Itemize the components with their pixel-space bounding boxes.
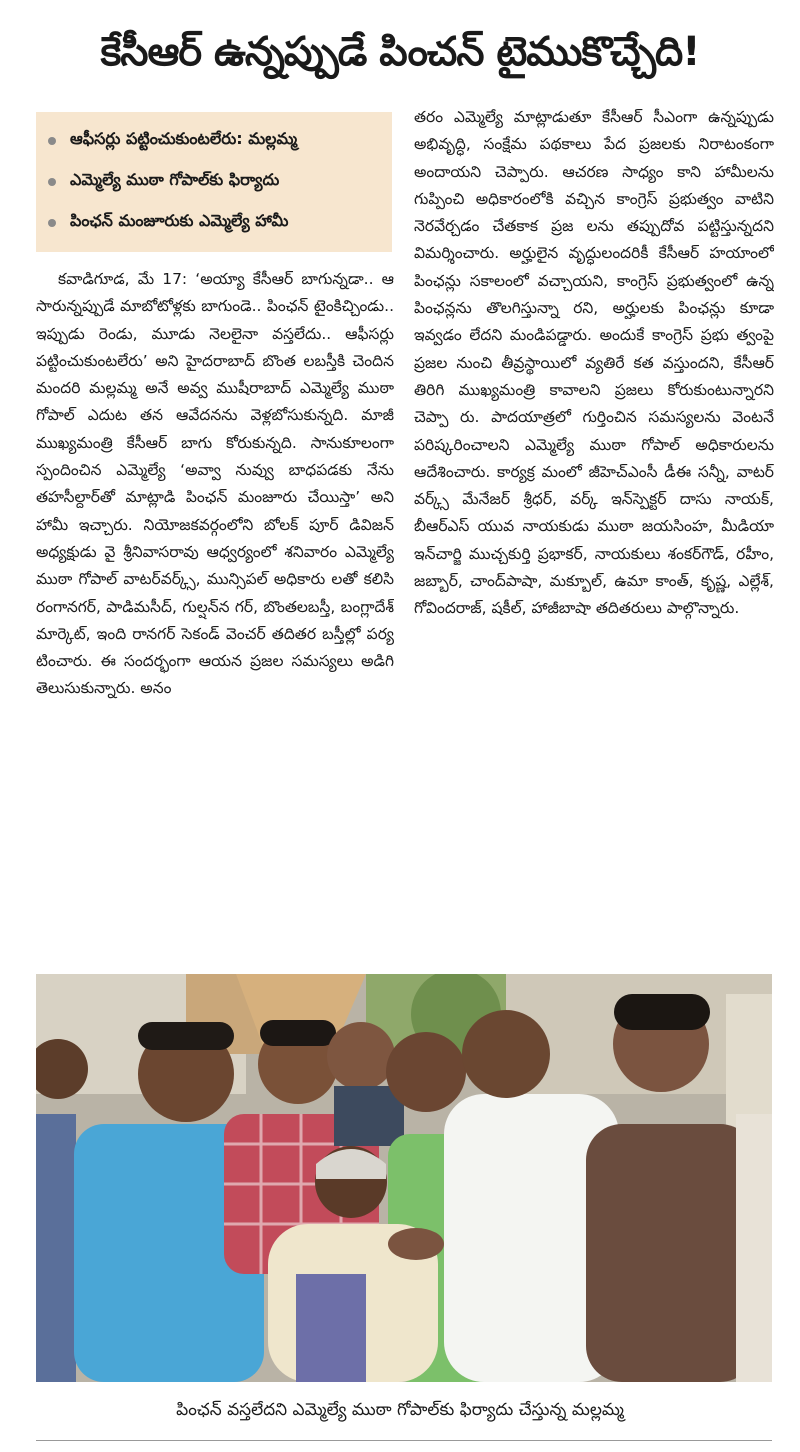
highlight-item (48, 161, 382, 202)
photo-caption: పింఛన్ వస్తలేదని ఎమ్మెల్యే ముఠా గోపాల్‌కు ఫిర్యాదు చేస్తున్న మల్లమ్మ (176, 1400, 624, 1420)
highlights-box (36, 112, 392, 252)
highlight-text: ఎమ్మెల్యే ముఠా గోపాల్‌కు ఫిర్యాదు (70, 170, 280, 189)
headline: కేసీఆర్ ఉన్నప్పుడే పించన్ టైముకొచ్చేది! (100, 29, 700, 75)
highlight-item (48, 202, 382, 243)
highlight-text: ఆఫీసర్లు పట్టించుకుంటలేరు: మల్లమ్మ (70, 129, 298, 148)
article-column-left (36, 266, 394, 956)
article-paragraph: తరం ఎమ్మెల్యే మాట్లాడుతూ కేసీఆర్ సీఎంగా ఉన్నప్పుడు అభివృద్ధి, సంక్షేమ పథకాలు పేద ప్రజలకు నిరాటంకంగా అందాయని చెప్పారు. ఆచరణ సాధ్యం కాని హామీలను గుప్పించి అధికారంలోకి వచ్చిన కాంగ్రెస్ ప్రభుత్వం వాటిని నెరవేర్చడం చేతకాక ప్రజ లను తప్పుదోవ పట్టిస్తున్నదని విమర్శించారు. అర్హులైన వృద్ధులందరికీ కేసీఆర్ హయాంలో పింఛన్లు సకాలంలో వచ్చాయని, కాంగ్రెస్ ప్రభుత్వంలో ఉన్న పింఛన్లను తొలగిస్తున్నా రని, అర్హులకు పింఛన్లు కూడా ఇవ్వడం లేదని మండిపడ్డారు. అందుకే కాంగ్రెస్ ప్రభు త్వంపై ప్రజల నుంచి తీవ్రస్థాయిలో వ్యతిరే కత వస్తుందని, కేసీఆర్ తిరిగి ముఖ్యమంత్రి కావాలని ప్రజలు కోరుకుంటున్నారని చెప్పా రు. పాదయాత్రలో గుర్తించిన సమస్యలను వెంటనే పరిష్కరించాలని ఎమ్మెల్యే ముఠా గోపాల్ అధికారులను ఆదేశించారు. కార్యక్ర మంలో జీహెచ్‌ఎంసీ డీఈ సన్నీ, వాటర్ వర్క్స్ మేనేజర్ శ్రీధర్, వర్క్ ఇన్‌స్పెక్టర్ దాసు నాయక్, బీఆర్‌ఎస్ యువ నాయకుడు ముఠా జయసింహ, మీడియా ఇన్‌చార్జి ముచ్చకుర్తి ప్రభాకర్, నాయకులు శంకర్‌గౌడ్, రహీం, జబ్బార్, చాంద్‌పాషా, మక్బూల్, ఉమా కాంత్, కృష్ణ, ఎల్లేశ్, గోవిందరాజ్, షకీల్, హాజీబాషా తదితరులు పాల్గొన్నారు. (414, 108, 774, 618)
article-column-right (414, 104, 774, 956)
bullet-icon (48, 137, 56, 145)
highlight-item (48, 120, 382, 161)
news-photo (36, 974, 772, 1382)
highlight-text: పింఛన్ మంజూరుకు ఎమ్మెల్యే హామీ (70, 211, 289, 230)
bullet-icon (48, 178, 56, 186)
bullet-icon (48, 219, 56, 227)
bottom-rule (36, 1440, 772, 1441)
article-paragraph: కవాడిగూడ, మే 17: ‘అయ్యా కేసీఆర్ బాగున్నడా.. ఆ సారున్నప్పుడే మాబోటోళ్లకు బాగుండె.. పింఛన్ టైంకిచ్చిండు.. ఇప్పుడు రెండు, మూడు నెలలైనా వస్తలేదు.. ఆఫీసర్లు పట్టించుకుంటలేరు’ అని హైదరాబాద్ బొంత లబస్తీకి చెందిన మందరి మల్లమ్మ అనే అవ్వ ముషీరాబాద్ ఎమ్మెల్యే ముఠా గోపాల్ ఎదుట తన ఆవేదనను వెళ్లబోసుకున్నది. మాజీ ముఖ్యమంత్రి కేసీఆర్ బాగు కోరుకున్నది. సానుకూలంగా స్పందించిన ఎమ్మెల్యే ‘అవ్వా నువ్వు బాధపడకు నేను తహసీల్దార్‌తో మాట్లాడి పింఛన్ మంజూరు చేయిస్తా’ అని హామీ ఇచ్చారు. నియోజకవర్గంలోని బోలక్ పూర్ డివిజన్ అధ్యక్షుడు వై శ్రీనివాసరావు ఆధ్వర్యంలో శనివారం ఎమ్మెల్యే ముఠా గోపాల్ వాటర్‌వర్క్స్, మున్సిపల్ అధికారు లతో కలిసి రంగానగర్, పాడిమసీద్, గుల్షన్‌న గర్, బొంతలబస్తీ, బంగ్లాదేశ్ మార్కెట్, ఇంది రానగర్ సెకండ్ వెంచర్ తదితర బస్తీల్లో పర్య టించారు. ఈ సందర్భంగా ఆయన ప్రజల సమస్యలు అడిగి తెలుసుకున్నారు. అనం (36, 270, 394, 698)
